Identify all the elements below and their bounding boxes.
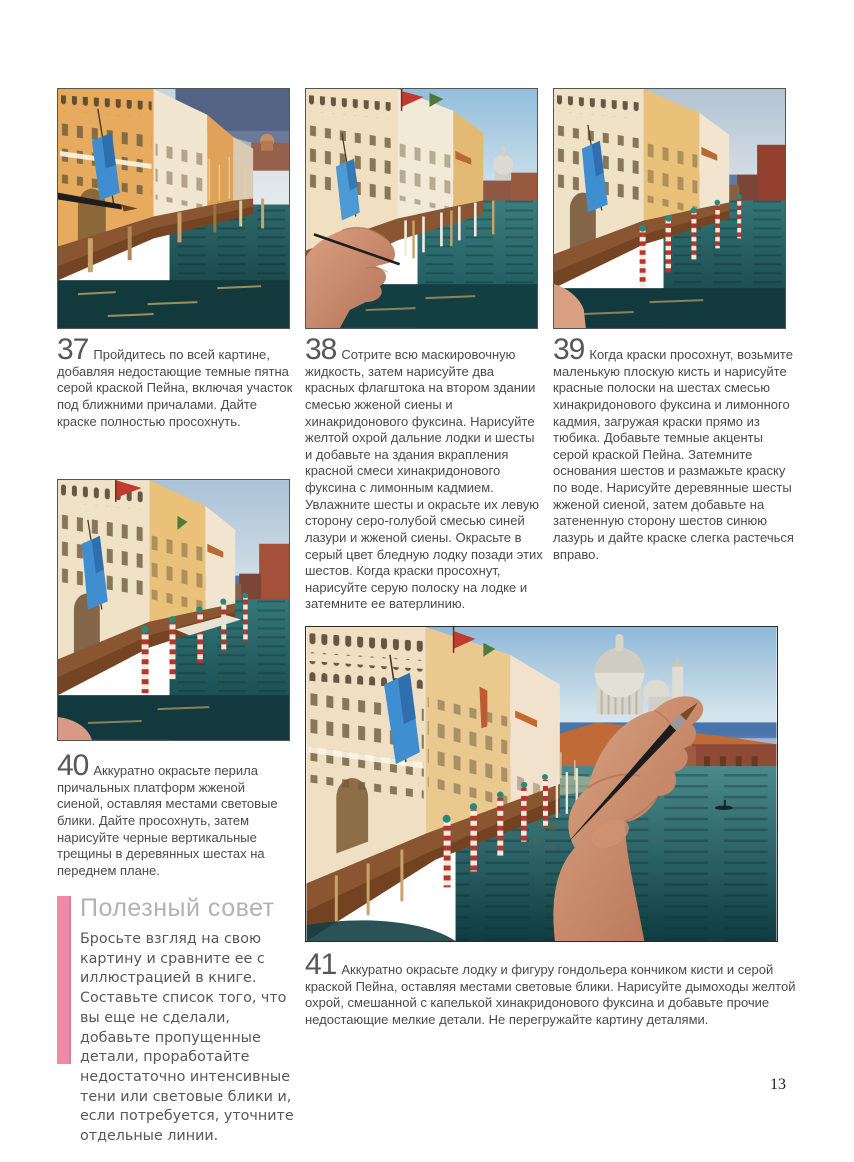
foreground-water [58, 695, 289, 740]
gothic-door [336, 778, 368, 854]
step-body-38: Сотрите всю маскировочную жидкость, затем нарисуйте два красных флагштока на втором здании смесью жженой сиены и хинакридонового фуксина. Нарисуйте желтой охрой дальние лодки и шесты и добавьте на здания вкрапления красной смеси хинакридонового фуксина с лимонным кадмием. Увлажните шесты и окрасьте их левую сторону серо-голубой смесью синей лазури и жженой сиены. Окрасьте в серый цвет бледную лодку позади этих шестов. Когда краски просохнут, нарисуйте серую полоску на лодке и затемните ее ватерлинию. [305, 347, 543, 612]
step-body-37: Пройдитесь по всей картине, добавляя недостающие темные пятна серой краской Пейна, включая участок под ближними причалами. Дайте краске полностью просохнуть. [57, 347, 293, 429]
step-text-41 [305, 948, 802, 1029]
step-40-figure [57, 479, 290, 741]
step-number-37: 37 [57, 333, 89, 366]
step-text-39 [553, 333, 800, 563]
step-number-40: 40 [57, 749, 89, 782]
step-41-figure [305, 626, 778, 942]
step-37-figure [57, 88, 290, 329]
step-number-38: 38 [305, 333, 337, 366]
step-number-41: 41 [305, 948, 337, 981]
step-38-figure [305, 88, 538, 329]
tip-text: Бросьте взгляд на свою картину и сравните ее с иллюстрацией в книге. Составьте список того, что вы еще не сделали, добавьте пропущенные детали, проработайте недостаточно интенсивные тени или световые блики и, если потребуется, уточните отдельные линии. [80, 931, 294, 1145]
tip-accent-bar [57, 896, 71, 1064]
step-number-39: 39 [553, 333, 585, 366]
tip-title: Полезный совет [80, 894, 275, 922]
step-text-38 [305, 333, 545, 613]
step-body-40: Аккуратно окрасьте перила причальных платформ жженой сиеной, оставляя местами световые блики. Дайте просохнуть, затем нарисуйте черные вертикальные трещины в деревянных шестах на переднем плане. [57, 763, 278, 878]
step-body-41: Аккуратно окрасьте лодку и фигуру гондольера кончиком кисти и серой краской Пейна, оставляя местами световые блики. Нарисуйте дымоходы желтой охрой, смешанной с капелькой хинакридонового фуксина и добавьте прочие недостающие мелкие детали. Не перегружайте картину деталями. [305, 962, 796, 1027]
page-number: 13 [770, 1076, 786, 1093]
step-40-painting [58, 480, 289, 740]
tip-box [57, 894, 297, 1147]
step-37-painting [58, 89, 289, 328]
step-text-37 [57, 333, 294, 430]
step-39-painting [554, 89, 785, 328]
step-38-painting [306, 89, 537, 328]
step-body-39: Когда краски просохнут, возьмите маленькую плоскую кисть и нарисуйте красные полоски на шестах смесью хинакридонового фуксина и лимонного кадмия, загружая краски прямо из тюбика. Добавьте темные акценты серой краской Пейна. Затемните основания шестов и размажьте краску по воде. Нарисуйте деревянные шесты жженой сиеной, затем добавьте на затененную сторону шестов синюю лазурь и дайте краске слегка растечься вправо. [553, 347, 794, 562]
foreground-water [554, 288, 785, 328]
step-41-painting [306, 627, 777, 941]
foreground-shadow [306, 920, 455, 941]
step-39-figure [553, 88, 786, 329]
step-text-40 [57, 749, 294, 879]
